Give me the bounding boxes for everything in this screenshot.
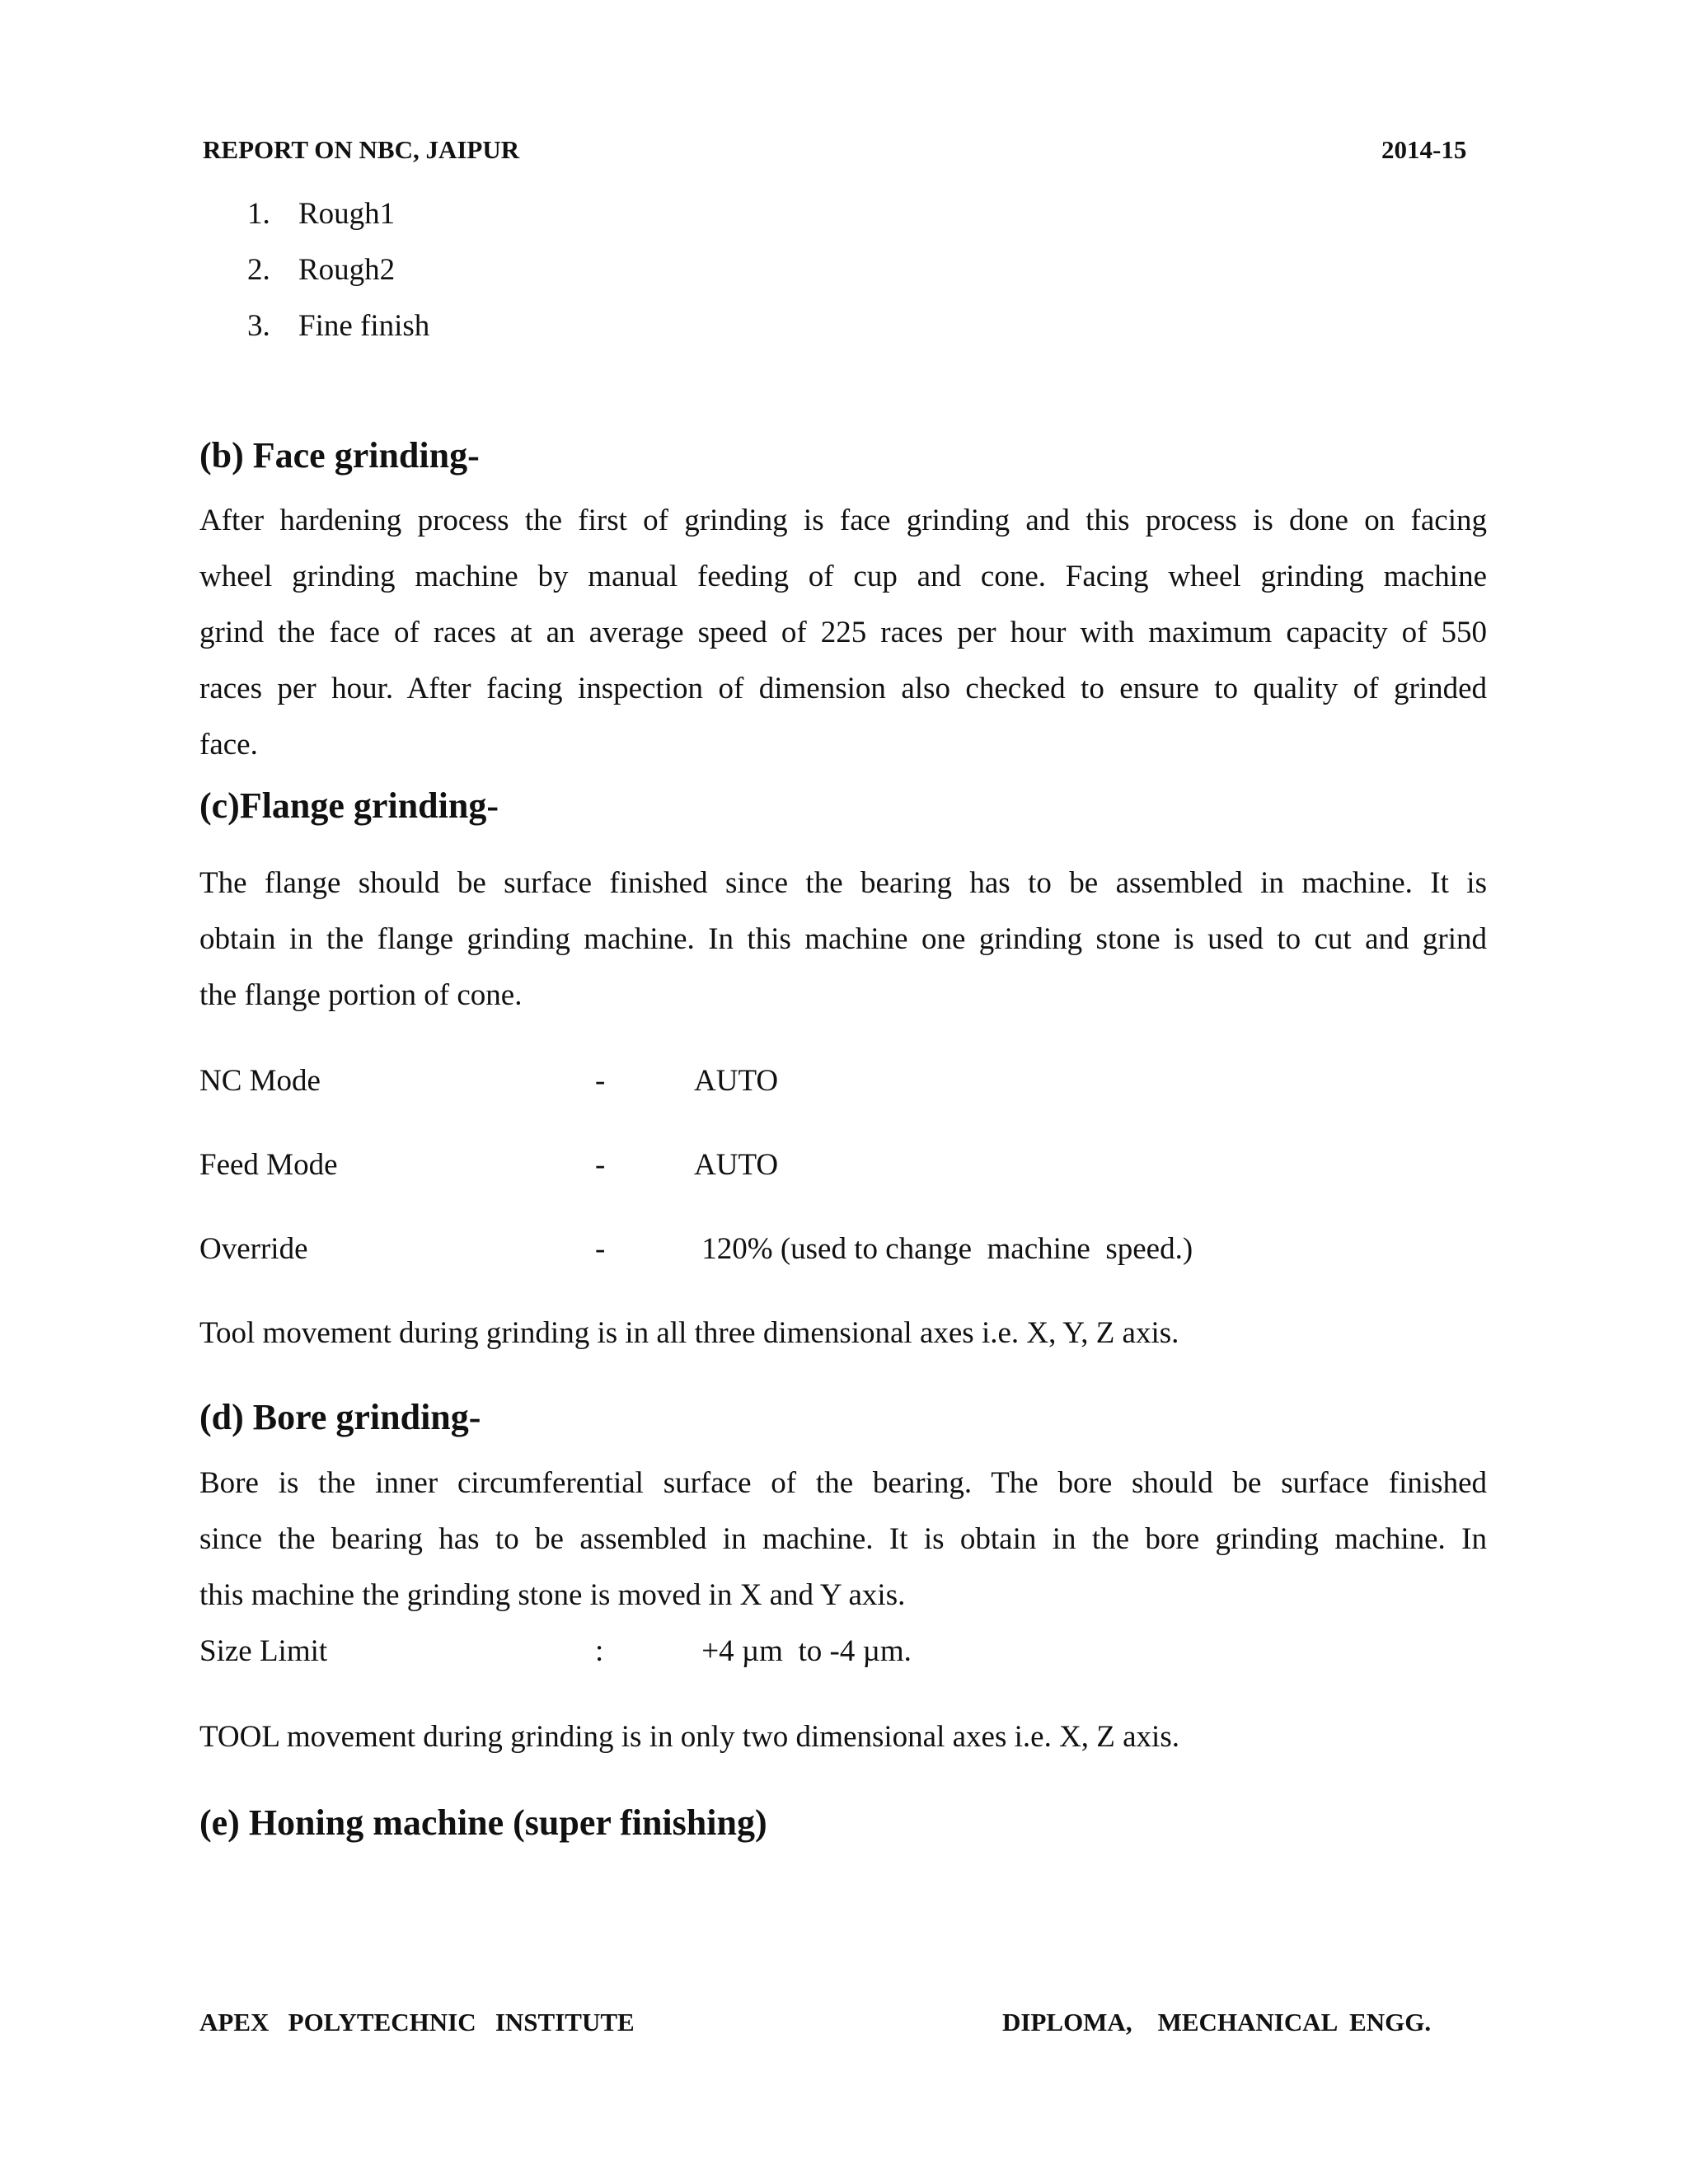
list-text: Rough1 [298,197,396,231]
list-item [0,252,824,293]
list-text: Rough2 [298,253,396,287]
section-heading-honing: (e) Honing machine (super finishing) [199,1802,767,1843]
setting-key: Override [199,1232,308,1266]
section-heading-face-grinding: (b) Face grinding- [199,435,480,476]
paragraph-line: this machine the grinding stone is moved in X and Y axis. [199,1578,906,1612]
setting-separator: - [595,1232,606,1266]
setting-separator: - [595,1148,606,1182]
footer-right: DIPLOMA, MECHANICAL ENGG. [1002,2008,1432,2036]
paragraph-line: face. [199,728,258,762]
flange-grinding-paragraph [199,855,1487,1024]
paragraph-line: Bore is the inner circumferential surface of the bearing. The bore should be surface finished [199,1466,1487,1500]
size-limit-key: Size Limit [199,1634,328,1668]
list-text: Fine finish [298,309,430,343]
bore-tool-movement-note: TOOL movement during grinding is in only two dimensional axes i.e. X, Z axis. [199,1720,1179,1754]
setting-value: AUTO [694,1064,779,1098]
paragraph-line: races per hour. After facing inspection of dimension also checked to ensure to quality of grinded [199,672,1487,705]
face-grinding-paragraph [199,493,1487,773]
setting-separator: - [595,1064,606,1098]
list-item [0,196,824,237]
paragraph-line: grind the face of races at an average speed of 225 races per hour with maximum capacity of 550 [199,616,1487,649]
bore-grinding-paragraph [199,1455,1487,1624]
setting-row-feed-mode [0,1137,1319,1193]
flange-tool-movement-note: Tool movement during grinding is in all three dimensional axes i.e. X, Y, Z axis. [199,1316,1179,1350]
section-heading-flange-grinding: (c)Flange grinding- [199,785,499,826]
paragraph-line: The flange should be surface finished since the bearing has to be assembled in machine. It is [199,866,1487,900]
setting-key: NC Mode [199,1064,321,1098]
size-limit-value: +4 µm to -4 µm. [694,1634,912,1668]
setting-value: AUTO [694,1148,779,1182]
paragraph-line: the flange portion of cone. [199,978,523,1012]
size-limit-separator: : [595,1634,604,1668]
paragraph-line: obtain in the flange grinding machine. In this machine one grinding stone is used to cut and grind [199,922,1487,956]
footer-left: APEX POLYTECHNIC INSTITUTE [199,2008,635,2036]
setting-value: 120% (used to change machine speed.) [694,1232,1193,1266]
list-number: 2. [247,253,270,287]
setting-row-override [0,1221,1319,1277]
paragraph-line: After hardening process the first of grinding is face grinding and this process is done on facing [199,504,1487,537]
setting-key: Feed Mode [199,1148,338,1182]
list-item [0,308,824,349]
list-number: 3. [247,309,270,343]
header-left: REPORT ON NBC, JAIPUR [203,135,520,164]
paragraph-line: since the bearing has to be assembled in machine. It is obtain in the bore grinding machine. In [199,1522,1487,1556]
paragraph-line: wheel grinding machine by manual feeding of cup and cone. Facing wheel grinding machine [199,560,1487,593]
section-heading-bore-grinding: (d) Bore grinding- [199,1397,481,1437]
setting-row-nc-mode [0,1053,1319,1109]
header-right: 2014-15 [1381,135,1467,164]
size-limit-row [0,1624,1319,1680]
list-number: 1. [247,197,270,231]
